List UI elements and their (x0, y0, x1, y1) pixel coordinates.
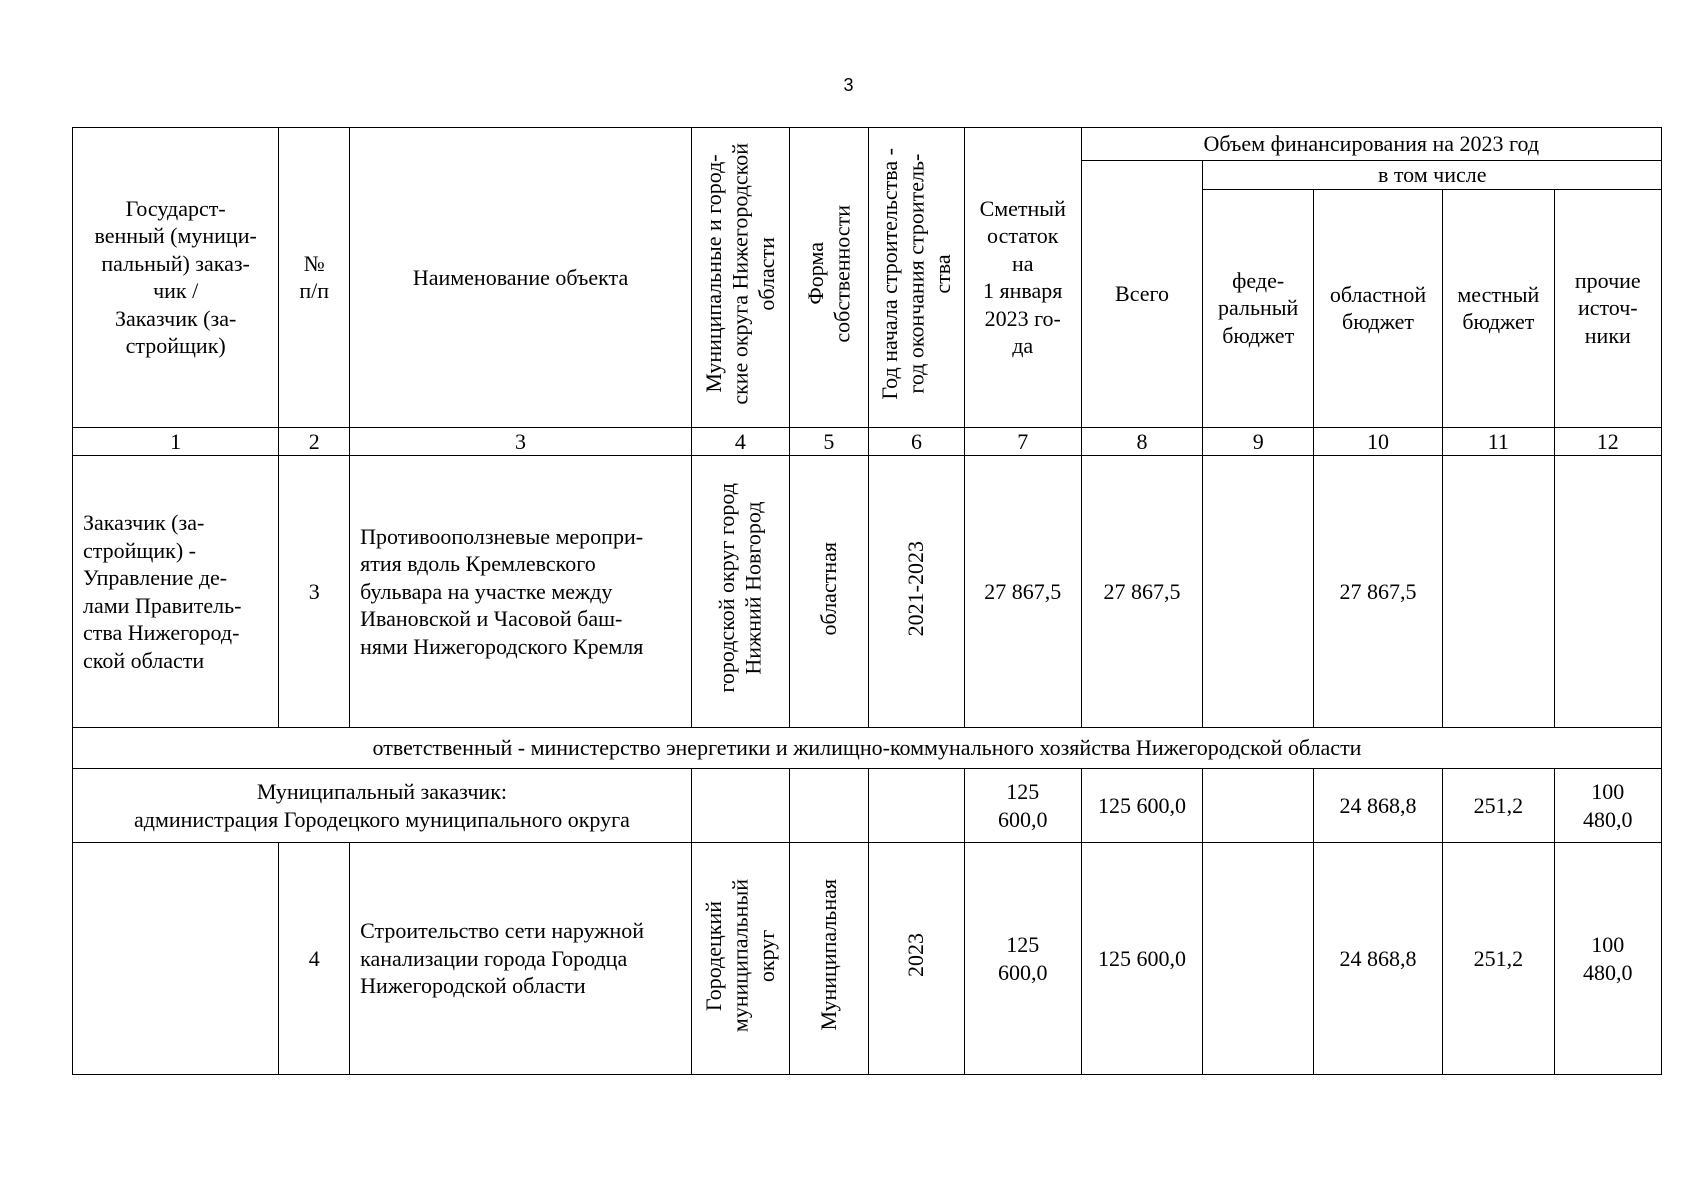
row4-ownership (789, 843, 868, 1075)
table-row (73, 456, 1662, 728)
row3-district-text: городской округ город Нижний Новгород (713, 483, 766, 694)
header-federal: феде- ральный бюджет (1203, 189, 1313, 427)
summary-local: 251,2 (1443, 769, 1554, 843)
row4-ownership-text: Муниципальная (815, 879, 841, 1031)
header-including: в том числе (1203, 161, 1662, 190)
header-financing: Объем финансирования на 2023 год (1081, 128, 1661, 161)
row4-district-text: Городецкий муниципальный округ (700, 878, 779, 1032)
header-district-text: Муниципальные и город- ские округа Нижегородской области (700, 143, 779, 405)
summary-total: 125 600,0 (1081, 769, 1203, 843)
header-district (691, 128, 789, 428)
column-number: 4 (691, 427, 789, 456)
row4-total: 125 600,0 (1081, 843, 1203, 1075)
row3-district (691, 456, 789, 728)
row3-ownership (789, 456, 868, 728)
table-row (73, 843, 1662, 1075)
column-number: 9 (1203, 427, 1313, 456)
header-regional: областной бюджет (1313, 189, 1442, 427)
row3-ownership-text: областная (815, 541, 841, 635)
row4-customer (73, 843, 279, 1075)
row3-object-name: Противооползневые меропри- ятия вдоль Кремлевского бульвара на участке между Ивановской и Часовой баш- нями Нижегородского Кремля (350, 456, 692, 728)
row4-regional: 24 868,8 (1313, 843, 1442, 1075)
header-years-text: Год начала строительства - год окончания строитель- ства (876, 148, 955, 400)
row3-federal (1203, 456, 1313, 728)
summary-regional: 24 868,8 (1313, 769, 1442, 843)
municipal-summary-row (73, 769, 1662, 843)
row3-customer: Заказчик (за- стройщик) - Управление де- лами Правитель- ства Нижегород- ской области (73, 456, 279, 728)
row4-years-text: 2023 (903, 933, 929, 978)
header-object-name: Наименование объекта (350, 128, 692, 428)
summary-other: 100 480,0 (1554, 769, 1661, 843)
responsible-ministry: ответственный - министерство энергетики и жилищно-коммунального хозяйства Нижегородской области (73, 728, 1662, 769)
row3-remainder: 27 867,5 (964, 456, 1081, 728)
summary-remainder: 125 600,0 (964, 769, 1081, 843)
column-number: 8 (1081, 427, 1203, 456)
header-row-1 (73, 128, 1662, 161)
summary-federal (1203, 769, 1313, 843)
municipal-customer: Муниципальный заказчик: администрация Городецкого муниципального округа (73, 769, 692, 843)
row3-years (869, 456, 965, 728)
row4-federal (1203, 843, 1313, 1075)
row4-district (691, 843, 789, 1075)
financing-table (72, 127, 1662, 1075)
row4-local: 251,2 (1443, 843, 1554, 1075)
responsible-row (73, 728, 1662, 769)
header-customer: Государст- венный (муници- пальный) заказ- чик / Заказчик (за- стройщик) (73, 128, 279, 428)
header-estimate-remainder: Сметный остаток на 1 января 2023 го- да (964, 128, 1081, 428)
summary-district (691, 769, 789, 843)
page-number: 3 (843, 75, 854, 95)
header-other: прочие источ- ники (1554, 189, 1661, 427)
row4-object-name: Строительство сети наружной канализации города Городца Нижегородской области (350, 843, 692, 1075)
row3-other (1554, 456, 1661, 728)
row4-number: 4 (279, 843, 350, 1075)
summary-ownership (789, 769, 868, 843)
row3-number: 3 (279, 456, 350, 728)
row3-years-text: 2021-2023 (903, 540, 929, 636)
column-number: 2 (279, 427, 350, 456)
row3-regional: 27 867,5 (1313, 456, 1442, 728)
row3-total: 27 867,5 (1081, 456, 1203, 728)
column-number: 6 (869, 427, 965, 456)
row4-remainder: 125 600,0 (964, 843, 1081, 1075)
header-local: местный бюджет (1443, 189, 1554, 427)
row4-other: 100 480,0 (1554, 843, 1661, 1075)
summary-years (869, 769, 965, 843)
column-number-row (73, 427, 1662, 456)
header-total: Всего (1081, 161, 1203, 428)
column-number: 5 (789, 427, 868, 456)
column-number: 3 (350, 427, 692, 456)
row4-years (869, 843, 965, 1075)
header-ownership (789, 128, 868, 428)
header-ownership-text: Форма собственности (802, 205, 854, 343)
column-number: 1 (73, 427, 279, 456)
header-years (869, 128, 965, 428)
column-number: 12 (1554, 427, 1661, 456)
row3-local (1443, 456, 1554, 728)
column-number: 7 (964, 427, 1081, 456)
column-number: 10 (1313, 427, 1442, 456)
column-number: 11 (1443, 427, 1554, 456)
header-number: № п/п (279, 128, 350, 428)
